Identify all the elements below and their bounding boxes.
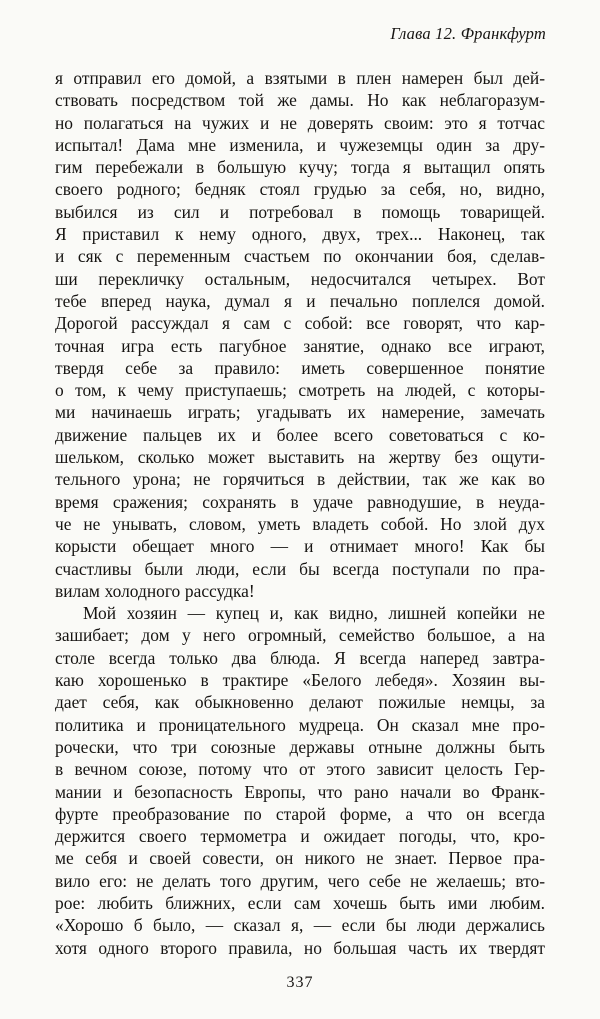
- text-line: ми начинаешь играть; угадывать их намерение, замечать: [55, 402, 545, 423]
- text-line: дает себя, как обыкновенно делают пожилые немцы, за: [55, 692, 545, 713]
- text-line: о том, к чему приступаешь; смотреть на людей, с которы-: [55, 380, 545, 401]
- text-line: Мой хозяин — купец и, как видно, лишней копейки не: [83, 603, 545, 624]
- text-line: мании и безопасность Европы, что рано начали во Франк-: [55, 781, 545, 802]
- text-line: движение пальцев их и более всего советоваться с ко-: [55, 424, 545, 445]
- text-line: в вечном союзе, потому что от этого зависит целость Гер-: [55, 759, 545, 780]
- text-line: но полагаться на чужих и не доверять своим: это я тотчас: [55, 112, 545, 133]
- text-line: твердя себе за правило: иметь совершенное понятие: [55, 357, 545, 378]
- text-line: тебе вперед наука, думал я и печально поплелся домой.: [55, 290, 545, 311]
- text-line: политика и проницательного мудреца. Он сказал мне про-: [55, 714, 545, 735]
- text-line: че не унывать, словом, уметь владеть собой. Но злой дух: [55, 513, 545, 534]
- paragraph-1: [55, 67, 545, 602]
- text-line: время сражения; сохранять в удаче равнодушие, в неуда-: [55, 491, 545, 512]
- text-line: держится своего термометра и ожидает погоды, что, кро-: [55, 826, 545, 847]
- text-line: выбился из сил и потребовал в помощь товарищей.: [55, 201, 545, 222]
- page-number: 337: [286, 974, 314, 991]
- text-line: вило его: не делать того другим, чего себе не желаешь; вто-: [55, 870, 545, 891]
- text-line: я отправил его домой, а взятыми в плен намерен был дей-: [55, 68, 545, 88]
- text-line: фурте преобразование по старой форме, а что он всегда: [55, 803, 545, 824]
- text-line: «Хорошо б было, — сказал я, — если бы люди держались: [55, 915, 545, 936]
- text-line: рое: любить ближних, если сам хочешь быть ими любим.: [55, 892, 545, 913]
- text-line: счастливы были люди, если бы всегда поступали по пра-: [55, 558, 545, 579]
- text-line: вилам холодного рассудка!: [55, 580, 255, 601]
- text-line: хотя одного второго правила, но большая часть их твердят: [55, 937, 545, 958]
- text-line: корысти обещает много — и отнимает много! Как бы: [55, 536, 545, 557]
- text-line: столе всегда только два блюда. Я всегда наперед завтра-: [55, 647, 545, 668]
- text-line: и сяк с переменным счастьем по окончании боя, сделав-: [55, 246, 545, 267]
- paragraph-2: [55, 602, 545, 959]
- text-line: своего родного; бедняк стоял грудью за себя, но, видно,: [55, 179, 545, 200]
- text-line: ме себя и своей совести, он никого не знает. Первое пра-: [55, 848, 545, 869]
- text-line: зашибает; дом у него огромный, семейство большое, а на: [55, 625, 545, 646]
- text-line: гим перебежали в большую кучу; тогда я вытащил опять: [55, 157, 545, 178]
- text-line: Я приставил к нему одного, двух, трех... Наконец, так: [55, 224, 545, 245]
- text-line: рочески, что три союзные державы отныне должны быть: [55, 736, 545, 757]
- text-line: шельком, сколько может выставить на жертву без ощути-: [55, 447, 545, 468]
- text-line: Дорогой рассуждал я сам с собой: все говорят, что кар-: [55, 313, 545, 334]
- text-line: ствовать посредством той же дамы. Но как неблагоразум-: [55, 90, 545, 111]
- text-line: точная игра есть пагубное занятие, однако все играют,: [55, 335, 545, 356]
- text-line: каю хорошенько в трактире «Белого лебедя». Хозяин вы-: [55, 670, 545, 691]
- text-line: тельного урона; не горячиться в действии, так же как во: [55, 469, 545, 490]
- text-line: испытал! Дама мне изменила, и чужеземцы один за дру-: [55, 134, 545, 155]
- text-line: ши перекличку остальным, недосчитался четырех. Вот: [55, 268, 545, 289]
- text-block: [55, 67, 545, 959]
- running-header: Глава 12. Франкфурт: [390, 24, 546, 43]
